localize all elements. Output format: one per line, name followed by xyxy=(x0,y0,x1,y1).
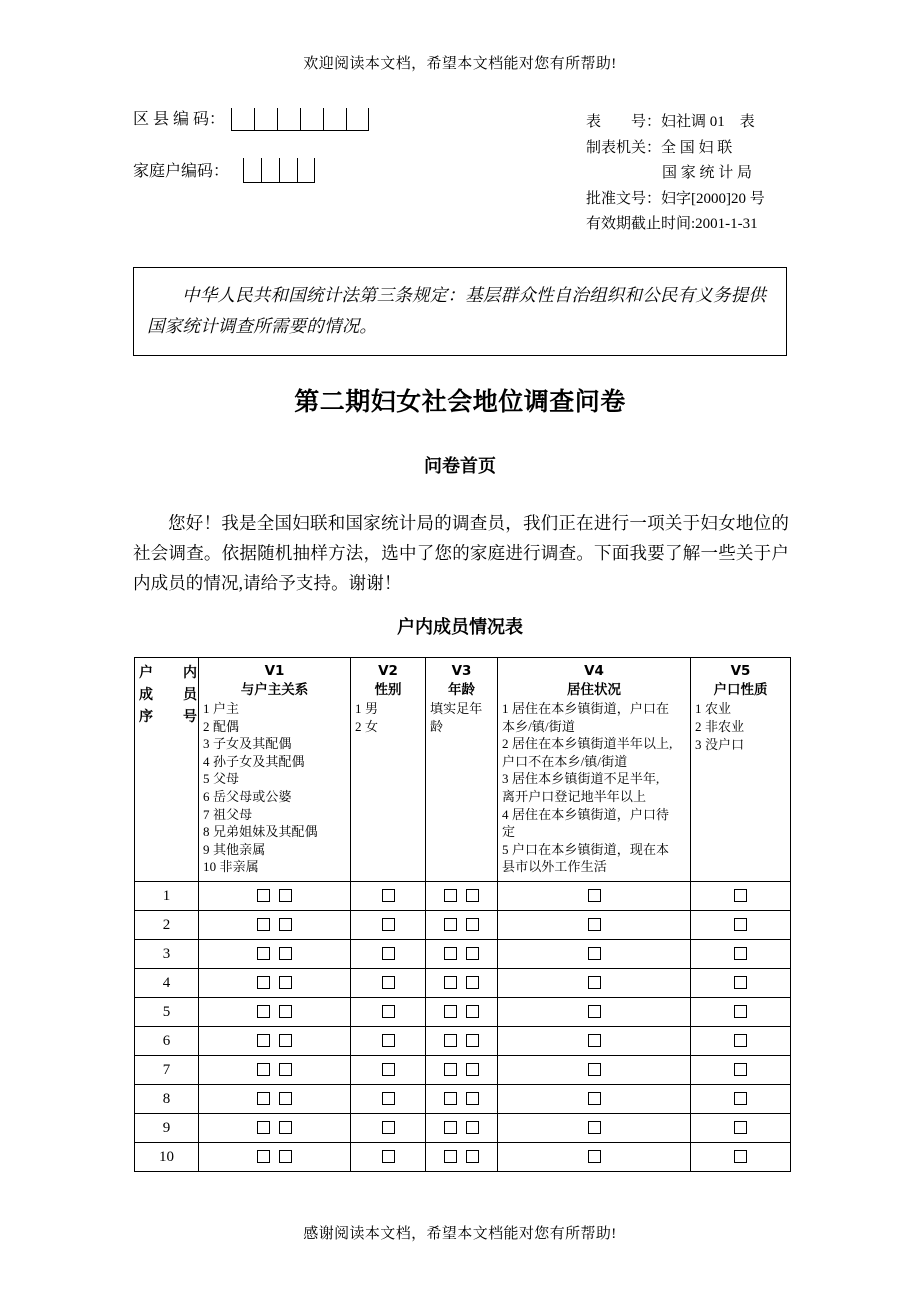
checkbox[interactable] xyxy=(734,1005,747,1018)
col-header-v5 xyxy=(691,658,791,882)
household-member-table xyxy=(134,657,791,1172)
row-sequence-number xyxy=(135,997,199,1026)
table-row xyxy=(135,1142,791,1171)
table-row xyxy=(135,881,791,910)
table-body xyxy=(135,881,791,1171)
table-row xyxy=(135,1113,791,1142)
row-sequence-number xyxy=(135,1084,199,1113)
expiry-value: 2001-1-31 xyxy=(695,216,758,232)
answer-cell-v1 xyxy=(199,1142,351,1171)
checkbox[interactable] xyxy=(734,1150,747,1163)
checkbox-group xyxy=(691,1027,790,1055)
issuer-value-primary: 全 国 妇 联 xyxy=(661,139,733,156)
checkbox-group xyxy=(691,911,790,939)
v5-option: 2 非农业 xyxy=(695,719,745,734)
issuer-spacer xyxy=(586,161,662,187)
checkbox-group xyxy=(498,940,690,968)
form-number-line xyxy=(586,110,765,136)
answer-cell-v3 xyxy=(426,881,498,910)
checkbox[interactable] xyxy=(444,889,457,902)
answer-cell-v4 xyxy=(498,1084,691,1113)
checkbox[interactable] xyxy=(588,1121,601,1134)
checkbox[interactable] xyxy=(466,1092,479,1105)
checkbox-group xyxy=(199,911,350,939)
page-subtitle: 问卷首页 xyxy=(424,456,496,477)
answer-cell-v5 xyxy=(691,968,791,997)
checkbox-group xyxy=(498,1056,690,1084)
checkbox-group xyxy=(351,911,425,939)
checkbox[interactable] xyxy=(444,1034,457,1047)
checkbox[interactable] xyxy=(382,976,395,989)
v5-option: 3 没户口 xyxy=(695,737,745,752)
checkbox-group xyxy=(426,940,497,968)
answer-cell-v1 xyxy=(199,881,351,910)
answer-cell-v4 xyxy=(498,881,691,910)
v3-code: V3 xyxy=(451,663,472,679)
answer-cell-v1 xyxy=(199,939,351,968)
code-cell[interactable] xyxy=(323,108,346,130)
v2-code: V2 xyxy=(378,663,398,679)
code-cell[interactable] xyxy=(346,108,369,130)
checkbox[interactable] xyxy=(466,1034,479,1047)
checkbox[interactable] xyxy=(257,1063,270,1076)
table-row xyxy=(135,1055,791,1084)
v1-option: 5 父母 xyxy=(203,771,240,787)
table-row xyxy=(135,968,791,997)
code-cell[interactable] xyxy=(300,108,323,130)
v3-title: 年龄 xyxy=(448,682,475,698)
v1-option: 1 户主 xyxy=(203,701,240,716)
checkbox[interactable] xyxy=(466,976,479,989)
issuer-line-1 xyxy=(586,136,765,162)
checkbox[interactable] xyxy=(734,976,747,989)
form-number-label: 表 号： xyxy=(586,114,662,130)
v2-option: 1 男 xyxy=(355,701,379,716)
checkbox[interactable] xyxy=(734,1063,747,1076)
answer-cell-v5 xyxy=(691,881,791,910)
intro-paragraph: 您好！我是全国妇联和国家统计局的调查员，我们正在进行一项关于妇女地位的社会调查。依据随机抽样方法，选中了您的家庭进行调查。下面我要了解一些关于户内成员的情况,请给予支持。谢谢！ xyxy=(133,513,789,593)
answer-cell-v4 xyxy=(498,1113,691,1142)
v1-title: 与户主关系 xyxy=(240,682,309,698)
answer-cell-v3 xyxy=(426,1113,498,1142)
answer-cell-v1 xyxy=(199,1084,351,1113)
answer-cell-v4 xyxy=(498,997,691,1026)
answer-cell-v1 xyxy=(199,997,351,1026)
row-number-text: 1 xyxy=(162,887,171,904)
code-cell[interactable] xyxy=(261,158,279,182)
checkbox-group xyxy=(498,998,690,1026)
answer-cell-v5 xyxy=(691,1113,791,1142)
checkbox[interactable] xyxy=(257,918,270,931)
v5-option: 1 农业 xyxy=(695,701,732,716)
checkbox[interactable] xyxy=(279,1150,292,1163)
v1-option: 3 子女及其配偶 xyxy=(203,736,292,752)
v1-option: 4 孙子女及其配偶 xyxy=(203,753,305,769)
v1-option: 7 祖父母 xyxy=(203,806,253,822)
checkbox-group xyxy=(426,998,497,1026)
checkbox-group xyxy=(199,882,350,910)
col-header-v4 xyxy=(498,658,691,882)
checkbox-group xyxy=(426,969,497,997)
table-row xyxy=(135,910,791,939)
v5-options xyxy=(695,700,786,754)
v1-head xyxy=(203,662,346,876)
v1-option: 2 配偶 xyxy=(203,718,240,734)
v1-options xyxy=(203,700,346,876)
answer-cell-v4 xyxy=(498,1142,691,1171)
checkbox-group xyxy=(199,1143,350,1171)
v4-head xyxy=(502,662,686,876)
approval-value: 妇字[2000]20 号 xyxy=(661,190,765,207)
answer-cell-v1 xyxy=(199,1055,351,1084)
checkbox-group xyxy=(351,998,425,1026)
running-footer: 感谢阅读本文档，希望本文档能对您有所帮助! xyxy=(303,1226,617,1242)
checkbox[interactable] xyxy=(588,947,601,960)
checkbox-group xyxy=(498,1085,690,1113)
code-cell[interactable] xyxy=(231,108,254,130)
checkbox[interactable] xyxy=(257,889,270,902)
checkbox-group xyxy=(199,1085,350,1113)
checkbox-group xyxy=(351,1114,425,1142)
checkbox-group xyxy=(199,969,350,997)
answer-cell-v2 xyxy=(351,1026,426,1055)
checkbox[interactable] xyxy=(588,1092,601,1105)
checkbox-group xyxy=(199,1056,350,1084)
code-cell[interactable] xyxy=(277,108,300,130)
checkbox-group xyxy=(691,1114,790,1142)
checkbox[interactable] xyxy=(382,918,395,931)
answer-cell-v4 xyxy=(498,939,691,968)
answer-cell-v4 xyxy=(498,910,691,939)
col-header-v3 xyxy=(426,658,498,882)
checkbox[interactable] xyxy=(257,1005,270,1018)
row-number-text: 10 xyxy=(159,1148,174,1165)
checkbox[interactable] xyxy=(588,1034,601,1047)
checkbox[interactable] xyxy=(382,1034,395,1047)
answer-cell-v5 xyxy=(691,910,791,939)
v2-option: 2 女 xyxy=(355,719,379,734)
v1-code: V1 xyxy=(264,663,285,679)
checkbox[interactable] xyxy=(466,889,479,902)
v4-option: 3 居住本乡镇街道不足半年, xyxy=(502,771,660,787)
answer-cell-v4 xyxy=(498,1026,691,1055)
answer-cell-v5 xyxy=(691,1084,791,1113)
v2-head xyxy=(355,662,421,736)
v1-option: 9 其他亲属 xyxy=(203,841,266,857)
checkbox[interactable] xyxy=(466,918,479,931)
v4-title: 居住状况 xyxy=(567,682,621,698)
checkbox[interactable] xyxy=(588,889,601,902)
v3-options xyxy=(430,700,493,736)
code-cell[interactable] xyxy=(254,108,277,130)
form-number-value: 妇社调 01 表 xyxy=(661,114,755,130)
household-code-field[interactable] xyxy=(133,158,315,183)
checkbox[interactable] xyxy=(382,1063,395,1076)
v4-option: 本乡/镇/街道 xyxy=(502,718,575,734)
table-row xyxy=(135,997,791,1026)
checkbox-group xyxy=(691,940,790,968)
answer-cell-v1 xyxy=(199,1113,351,1142)
checkbox[interactable] xyxy=(257,947,270,960)
v4-option: 4 居住在本乡镇街道，户口待 xyxy=(502,806,670,822)
checkbox-group xyxy=(199,1027,350,1055)
answer-cell-v2 xyxy=(351,881,426,910)
checkbox[interactable] xyxy=(588,918,601,931)
district-code-field[interactable] xyxy=(133,108,369,131)
answer-cell-v3 xyxy=(426,1026,498,1055)
v4-option: 1 居住在本乡镇街道，户口在 xyxy=(502,701,670,716)
expiry-label: 有效期截止时间: xyxy=(586,216,696,232)
checkbox-group xyxy=(426,882,497,910)
answer-cell-v5 xyxy=(691,1026,791,1055)
seq-line-2: 成员 xyxy=(139,687,197,703)
row-sequence-number xyxy=(135,1026,199,1055)
checkbox[interactable] xyxy=(382,889,395,902)
checkbox[interactable] xyxy=(734,1034,747,1047)
approval-label: 批准文号： xyxy=(586,190,662,207)
row-number-text: 5 xyxy=(162,1003,171,1020)
row-number-text: 7 xyxy=(162,1061,171,1078)
row-number-text: 4 xyxy=(162,974,171,991)
checkbox-group xyxy=(498,1143,690,1171)
row-sequence-number xyxy=(135,1142,199,1171)
checkbox[interactable] xyxy=(444,1005,457,1018)
checkbox[interactable] xyxy=(466,1005,479,1018)
v1-option: 8 兄弟姐妹及其配偶 xyxy=(203,824,318,840)
table-title: 户内成员情况表 xyxy=(397,617,523,638)
answer-cell-v5 xyxy=(691,1142,791,1171)
code-cell[interactable] xyxy=(297,158,315,182)
checkbox[interactable] xyxy=(444,976,457,989)
checkbox[interactable] xyxy=(279,1005,292,1018)
checkbox-group xyxy=(351,1143,425,1171)
v4-option: 离开户口登记地半年以上 xyxy=(502,788,647,804)
checkbox[interactable] xyxy=(588,1005,601,1018)
checkbox-group xyxy=(498,1027,690,1055)
table-row xyxy=(135,939,791,968)
checkbox-group xyxy=(426,911,497,939)
table-header-row xyxy=(135,658,791,882)
checkbox[interactable] xyxy=(734,1121,747,1134)
col-header-v1 xyxy=(199,658,351,882)
checkbox[interactable] xyxy=(466,1121,479,1134)
v2-options xyxy=(355,700,421,736)
page-title: 第二期妇女社会地位调查问卷 xyxy=(294,387,626,416)
checkbox[interactable] xyxy=(279,918,292,931)
v4-option: 5 户口在本乡镇街道，现在本 xyxy=(502,841,670,857)
answer-cell-v3 xyxy=(426,1055,498,1084)
checkbox[interactable] xyxy=(444,1150,457,1163)
answer-cell-v1 xyxy=(199,910,351,939)
answer-cell-v4 xyxy=(498,1055,691,1084)
checkbox-group xyxy=(426,1114,497,1142)
row-number-text: 9 xyxy=(162,1119,171,1136)
checkbox-group xyxy=(498,1114,690,1142)
checkbox[interactable] xyxy=(279,947,292,960)
checkbox[interactable] xyxy=(257,1034,270,1047)
col-header-sequence xyxy=(135,658,199,882)
code-cell[interactable] xyxy=(243,158,261,182)
answer-cell-v2 xyxy=(351,1142,426,1171)
code-cell[interactable] xyxy=(279,158,297,182)
checkbox-group xyxy=(199,940,350,968)
household-code-label: 家庭户编码： xyxy=(133,163,230,180)
district-code-label: 区 县 编 码： xyxy=(133,111,226,128)
checkbox[interactable] xyxy=(382,1092,395,1105)
checkbox[interactable] xyxy=(444,1063,457,1076)
form-meta-block xyxy=(586,110,765,238)
checkbox[interactable] xyxy=(279,1092,292,1105)
answer-cell-v5 xyxy=(691,1055,791,1084)
checkbox[interactable] xyxy=(734,889,747,902)
checkbox-group xyxy=(691,998,790,1026)
checkbox[interactable] xyxy=(279,1121,292,1134)
checkbox[interactable] xyxy=(444,1092,457,1105)
checkbox[interactable] xyxy=(466,1150,479,1163)
v4-option: 2 居住在本乡镇街道半年以上, xyxy=(502,736,673,752)
checkbox[interactable] xyxy=(382,1121,395,1134)
checkbox[interactable] xyxy=(444,947,457,960)
checkbox[interactable] xyxy=(257,1121,270,1134)
v4-options xyxy=(502,700,686,876)
checkbox-group xyxy=(691,969,790,997)
answer-cell-v3 xyxy=(426,997,498,1026)
v4-option: 户口不在本乡/镇/街道 xyxy=(502,753,628,769)
checkbox[interactable] xyxy=(734,1092,747,1105)
answer-cell-v3 xyxy=(426,968,498,997)
checkbox[interactable] xyxy=(257,976,270,989)
approval-line xyxy=(586,187,765,213)
checkbox-group xyxy=(351,940,425,968)
issuer-value-secondary: 国 家 统 计 局 xyxy=(662,165,753,181)
checkbox-group xyxy=(426,1085,497,1113)
issuer-line-2 xyxy=(586,161,765,187)
district-code-boxes[interactable] xyxy=(231,108,369,131)
table-row xyxy=(135,1084,791,1113)
checkbox[interactable] xyxy=(382,947,395,960)
checkbox-group xyxy=(426,1027,497,1055)
checkbox-group xyxy=(691,1143,790,1171)
checkbox-group xyxy=(351,969,425,997)
checkbox[interactable] xyxy=(382,1150,395,1163)
v3-option: 填实足年 xyxy=(430,701,483,716)
row-sequence-number xyxy=(135,881,199,910)
answer-cell-v5 xyxy=(691,939,791,968)
v3-head xyxy=(430,662,493,736)
answer-cell-v3 xyxy=(426,1084,498,1113)
checkbox-group xyxy=(199,1114,350,1142)
checkbox[interactable] xyxy=(279,1034,292,1047)
v5-head xyxy=(695,662,786,754)
expiry-line xyxy=(586,212,765,238)
row-sequence-number xyxy=(135,1113,199,1142)
checkbox-group xyxy=(351,1056,425,1084)
v5-title: 户口性质 xyxy=(713,682,768,698)
statistics-law-notice: 中华人民共和国统计法第三条规定：基层群众性自治组织和公民有义务提供国家统计调查所需要的情况。 xyxy=(133,267,787,356)
running-header: 欢迎阅读本文档，希望本文档能对您有所帮助! xyxy=(303,56,617,72)
issuer-label: 制表机关： xyxy=(586,139,662,156)
checkbox[interactable] xyxy=(444,918,457,931)
v4-code: V4 xyxy=(584,663,604,679)
seq-line-3: 序号 xyxy=(139,709,197,725)
checkbox[interactable] xyxy=(466,1063,479,1076)
checkbox-group xyxy=(498,969,690,997)
checkbox[interactable] xyxy=(734,918,747,931)
checkbox-group xyxy=(199,998,350,1026)
answer-cell-v1 xyxy=(199,1026,351,1055)
checkbox[interactable] xyxy=(382,1005,395,1018)
v4-option: 定 xyxy=(502,824,516,840)
row-sequence-number xyxy=(135,1055,199,1084)
answer-cell-v3 xyxy=(426,910,498,939)
household-code-boxes[interactable] xyxy=(243,158,315,183)
row-number-text: 6 xyxy=(162,1032,171,1049)
row-sequence-number xyxy=(135,968,199,997)
checkbox[interactable] xyxy=(588,1063,601,1076)
checkbox[interactable] xyxy=(588,1150,601,1163)
answer-cell-v1 xyxy=(199,968,351,997)
checkbox-group xyxy=(691,882,790,910)
answer-cell-v2 xyxy=(351,968,426,997)
answer-cell-v2 xyxy=(351,1084,426,1113)
answer-cell-v3 xyxy=(426,939,498,968)
checkbox-group xyxy=(426,1056,497,1084)
checkbox-group xyxy=(691,1085,790,1113)
checkbox-group xyxy=(498,911,690,939)
row-number-text: 2 xyxy=(162,916,171,933)
row-sequence-number xyxy=(135,910,199,939)
v2-title: 性别 xyxy=(374,682,402,698)
answer-cell-v2 xyxy=(351,910,426,939)
answer-cell-v5 xyxy=(691,997,791,1026)
checkbox-group xyxy=(691,1056,790,1084)
checkbox-group xyxy=(351,1085,425,1113)
v1-option: 6 岳父母或公婆 xyxy=(203,788,292,804)
row-number-text: 8 xyxy=(162,1090,171,1107)
checkbox[interactable] xyxy=(279,976,292,989)
answer-cell-v2 xyxy=(351,1055,426,1084)
checkbox-group xyxy=(351,1027,425,1055)
checkbox[interactable] xyxy=(466,947,479,960)
v5-code: V5 xyxy=(730,663,751,679)
row-number-text: 3 xyxy=(162,945,171,962)
v1-option: 10 非亲属 xyxy=(203,859,259,875)
v3-option: 龄 xyxy=(430,719,444,734)
table-row xyxy=(135,1026,791,1055)
checkbox[interactable] xyxy=(279,1063,292,1076)
answer-cell-v2 xyxy=(351,1113,426,1142)
answer-cell-v3 xyxy=(426,1142,498,1171)
answer-cell-v4 xyxy=(498,968,691,997)
checkbox[interactable] xyxy=(257,1150,270,1163)
checkbox-group xyxy=(351,882,425,910)
answer-cell-v2 xyxy=(351,997,426,1026)
checkbox[interactable] xyxy=(257,1092,270,1105)
row-sequence-number xyxy=(135,939,199,968)
sequence-header-text xyxy=(139,662,197,728)
seq-line-1: 户内 xyxy=(139,665,197,681)
answer-cell-v2 xyxy=(351,939,426,968)
checkbox[interactable] xyxy=(734,947,747,960)
checkbox[interactable] xyxy=(279,889,292,902)
col-header-v2 xyxy=(351,658,426,882)
checkbox[interactable] xyxy=(588,976,601,989)
checkbox-group xyxy=(498,882,690,910)
v4-option: 县市以外工作生活 xyxy=(502,859,607,875)
checkbox[interactable] xyxy=(444,1121,457,1134)
checkbox-group xyxy=(426,1143,497,1171)
